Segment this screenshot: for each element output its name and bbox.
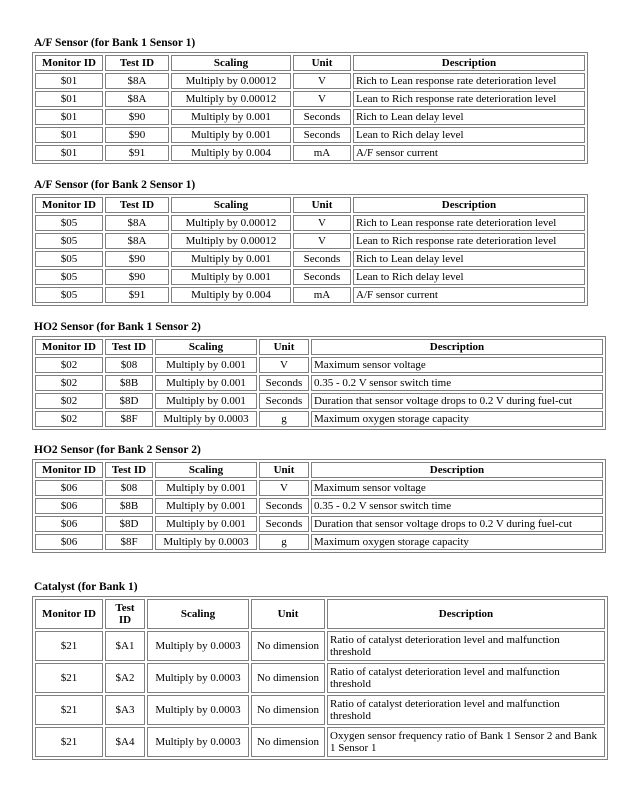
header-row [35,339,603,355]
test-id-cell: $8B [105,375,153,391]
test-id-cell: $8A [105,215,169,231]
unit-cell: g [259,534,309,550]
column-header: Test ID [105,462,153,478]
header-row [35,197,585,213]
scaling-cell: Multiply by 0.00012 [171,73,291,89]
monitor-id-cell: $06 [35,498,103,514]
monitor-id-cell: $21 [35,695,103,725]
column-header: Unit [259,462,309,478]
table-row [35,393,603,409]
description-cell: Maximum sensor voltage [311,357,603,373]
test-id-cell: $90 [105,127,169,143]
scaling-cell: Multiply by 0.004 [171,145,291,161]
table-row [35,727,605,757]
data-table [32,459,606,553]
column-header: Scaling [155,462,257,478]
column-header: Scaling [171,197,291,213]
scaling-cell: Multiply by 0.001 [155,375,257,391]
description-cell: Rich to Lean response rate deterioration level [353,215,585,231]
monitor-id-cell: $02 [35,375,103,391]
monitor-id-cell: $05 [35,287,103,303]
monitor-id-cell: $21 [35,727,103,757]
unit-cell: V [293,233,351,249]
test-id-cell: $8B [105,498,153,514]
scaling-cell: Multiply by 0.00012 [171,91,291,107]
unit-cell: No dimension [251,631,325,661]
unit-cell: V [259,480,309,496]
scaling-cell: Multiply by 0.00012 [171,233,291,249]
data-table [32,596,608,760]
description-cell: 0.35 - 0.2 V sensor switch time [311,375,603,391]
unit-cell: Seconds [293,127,351,143]
table-row [35,251,585,267]
unit-cell: No dimension [251,663,325,693]
description-cell: Rich to Lean response rate deterioration level [353,73,585,89]
table-row [35,375,603,391]
unit-cell: mA [293,145,351,161]
unit-cell: g [259,411,309,427]
table-row [35,91,585,107]
description-cell: Duration that sensor voltage drops to 0.2 V during fuel-cut [311,516,603,532]
table-row [35,287,585,303]
column-header: Test ID [105,339,153,355]
description-cell: Ratio of catalyst deterioration level and malfunction threshold [327,631,605,661]
table-row [35,498,603,514]
data-table [32,336,606,430]
description-cell: Lean to Rich response rate deterioration level [353,233,585,249]
header-row [35,462,603,478]
af-sensor-bank2-section [34,179,588,306]
table-row [35,73,585,89]
unit-cell: V [293,91,351,107]
unit-cell: Seconds [293,109,351,125]
monitor-id-cell: $05 [35,215,103,231]
scaling-cell: Multiply by 0.001 [171,269,291,285]
test-id-cell: $A3 [105,695,145,725]
table-row [35,695,605,725]
description-cell: Maximum sensor voltage [311,480,603,496]
test-id-cell: $8D [105,393,153,409]
monitor-id-cell: $01 [35,73,103,89]
scaling-cell: Multiply by 0.001 [155,480,257,496]
scaling-cell: Multiply by 0.0003 [155,411,257,427]
test-id-cell: $90 [105,269,169,285]
table-row [35,127,585,143]
test-id-cell: $A2 [105,663,145,693]
header-row [35,55,585,71]
scaling-cell: Multiply by 0.001 [171,127,291,143]
unit-cell: V [259,357,309,373]
description-cell: A/F sensor current [353,287,585,303]
description-cell: Rich to Lean delay level [353,251,585,267]
description-cell: Duration that sensor voltage drops to 0.2 V during fuel-cut [311,393,603,409]
test-id-cell: $90 [105,251,169,267]
catalyst-bank1-section [34,581,608,760]
monitor-id-cell: $01 [35,145,103,161]
monitor-id-cell: $21 [35,631,103,661]
scaling-cell: Multiply by 0.001 [155,516,257,532]
scaling-cell: Multiply by 0.00012 [171,215,291,231]
column-header: Monitor ID [35,462,103,478]
description-cell: Maximum oxygen storage capacity [311,411,603,427]
section-title: HO2 Sensor (for Bank 2 Sensor 2) [34,444,201,456]
column-header: Unit [251,599,325,629]
scaling-cell: Multiply by 0.001 [155,393,257,409]
table-row [35,233,585,249]
scaling-cell: Multiply by 0.001 [155,357,257,373]
description-cell: Lean to Rich delay level [353,269,585,285]
unit-cell: Seconds [259,516,309,532]
column-header: Monitor ID [35,599,103,629]
scaling-cell: Multiply by 0.001 [171,251,291,267]
column-header: Scaling [155,339,257,355]
monitor-id-cell: $05 [35,251,103,267]
scaling-cell: Multiply by 0.0003 [147,727,249,757]
test-id-cell: $8F [105,534,153,550]
monitor-id-cell: $06 [35,534,103,550]
monitor-id-cell: $02 [35,411,103,427]
unit-cell: Seconds [259,393,309,409]
header-row [35,599,605,629]
test-id-cell: $91 [105,287,169,303]
section-title: HO2 Sensor (for Bank 1 Sensor 2) [34,321,201,333]
test-id-cell: $91 [105,145,169,161]
test-id-cell: $A4 [105,727,145,757]
unit-cell: No dimension [251,727,325,757]
table-row [35,357,603,373]
monitor-id-cell: $01 [35,109,103,125]
monitor-id-cell: $02 [35,393,103,409]
column-header: Test ID [105,599,145,629]
monitor-id-cell: $02 [35,357,103,373]
scaling-cell: Multiply by 0.001 [155,498,257,514]
test-id-cell: $8F [105,411,153,427]
column-header: Scaling [171,55,291,71]
monitor-id-cell: $05 [35,233,103,249]
column-header: Description [311,339,603,355]
column-header: Test ID [105,197,169,213]
section-title: A/F Sensor (for Bank 2 Sensor 1) [34,179,196,191]
test-id-cell: $8D [105,516,153,532]
unit-cell: Seconds [293,251,351,267]
monitor-id-cell: $01 [35,91,103,107]
scaling-cell: Multiply by 0.004 [171,287,291,303]
table-row [35,663,605,693]
description-cell: Lean to Rich response rate deterioration level [353,91,585,107]
table-row [35,516,603,532]
section-title: A/F Sensor (for Bank 1 Sensor 1) [34,37,196,49]
monitor-id-cell: $06 [35,516,103,532]
column-header: Test ID [105,55,169,71]
column-header: Description [353,55,585,71]
monitor-id-cell: $05 [35,269,103,285]
scaling-cell: Multiply by 0.0003 [147,663,249,693]
table-row [35,109,585,125]
ho2-sensor-bank1-section [34,321,606,430]
unit-cell: V [293,215,351,231]
description-cell: Ratio of catalyst deterioration level and malfunction threshold [327,695,605,725]
column-header: Scaling [147,599,249,629]
table-row [35,215,585,231]
unit-cell: mA [293,287,351,303]
unit-cell: Seconds [293,269,351,285]
af-sensor-bank1-section [34,37,588,164]
description-cell: A/F sensor current [353,145,585,161]
column-header: Unit [293,55,351,71]
column-header: Monitor ID [35,197,103,213]
monitor-id-cell: $01 [35,127,103,143]
unit-cell: Seconds [259,498,309,514]
test-id-cell: $8A [105,73,169,89]
column-header: Description [311,462,603,478]
description-cell: 0.35 - 0.2 V sensor switch time [311,498,603,514]
table-row [35,411,603,427]
unit-cell: No dimension [251,695,325,725]
description-cell: Oxygen sensor frequency ratio of Bank 1 Sensor 2 and Bank 1 Sensor 1 [327,727,605,757]
scaling-cell: Multiply by 0.0003 [155,534,257,550]
table-row [35,269,585,285]
test-id-cell: $8A [105,233,169,249]
monitor-id-cell: $06 [35,480,103,496]
test-id-cell: $A1 [105,631,145,661]
data-table [32,52,588,164]
column-header: Monitor ID [35,55,103,71]
test-id-cell: $8A [105,91,169,107]
test-id-cell: $90 [105,109,169,125]
table-row [35,480,603,496]
test-id-cell: $08 [105,357,153,373]
table-row [35,145,585,161]
unit-cell: V [293,73,351,89]
scaling-cell: Multiply by 0.001 [171,109,291,125]
ho2-sensor-bank2-section [34,444,606,553]
section-title: Catalyst (for Bank 1) [34,581,138,593]
unit-cell: Seconds [259,375,309,391]
scaling-cell: Multiply by 0.0003 [147,695,249,725]
column-header: Unit [293,197,351,213]
description-cell: Ratio of catalyst deterioration level and malfunction threshold [327,663,605,693]
description-cell: Lean to Rich delay level [353,127,585,143]
table-row [35,534,603,550]
test-id-cell: $08 [105,480,153,496]
table-row [35,631,605,661]
column-header: Description [327,599,605,629]
description-cell: Maximum oxygen storage capacity [311,534,603,550]
scaling-cell: Multiply by 0.0003 [147,631,249,661]
data-table [32,194,588,306]
column-header: Unit [259,339,309,355]
description-cell: Rich to Lean delay level [353,109,585,125]
monitor-id-cell: $21 [35,663,103,693]
column-header: Description [353,197,585,213]
column-header: Monitor ID [35,339,103,355]
